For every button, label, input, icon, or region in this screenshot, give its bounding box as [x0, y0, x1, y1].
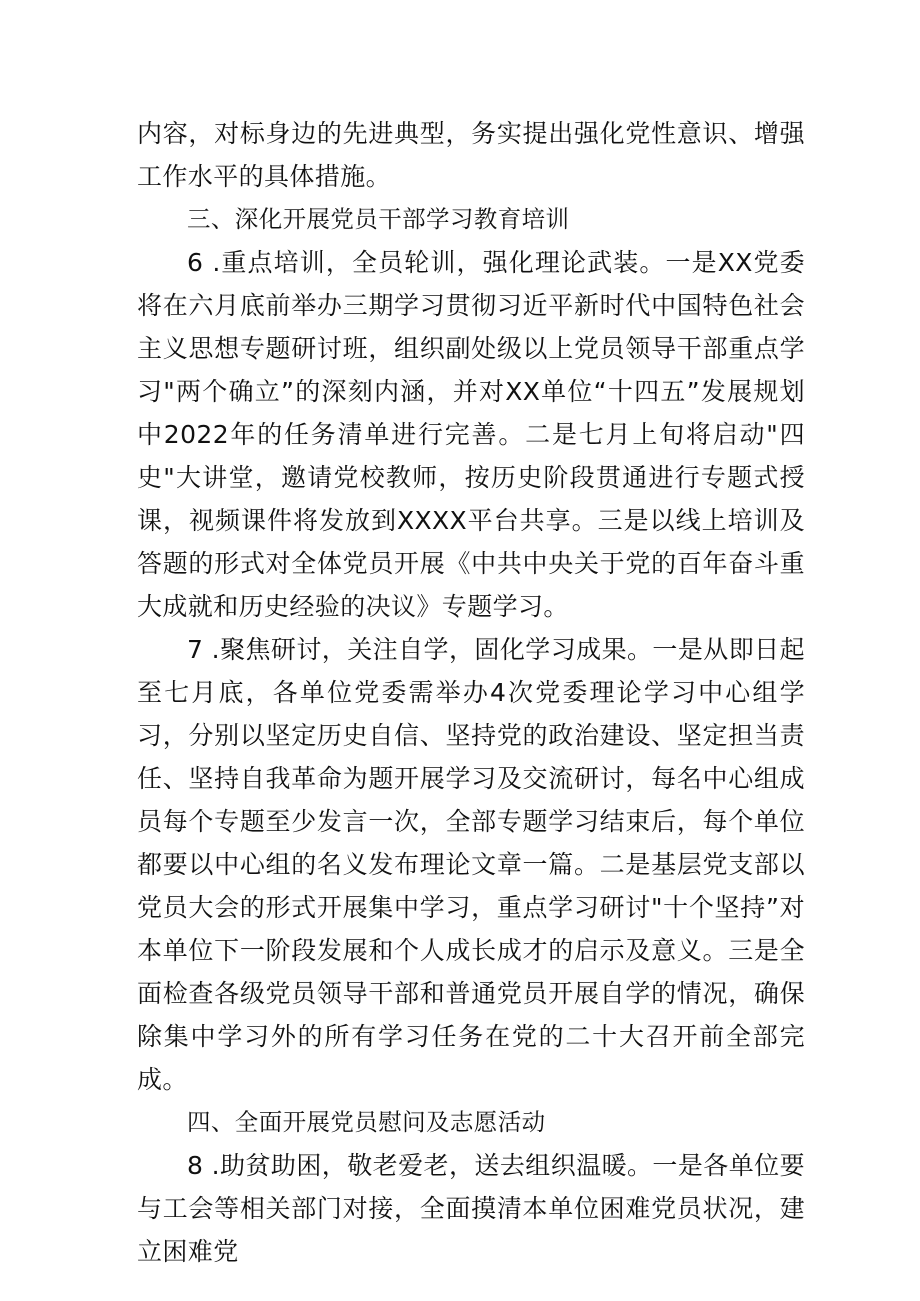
- paragraph-item-6: 6 .重点培训，全员轮训，强化理论武装。一是XX党委将在六月底前举办三期学习贯彻习近平新时代中国特色社会主义思想专题研讨班，组织副处级以上党员领导干部重点学习"两个确立”的深刻内涵，并对XX单位“十四五”发展规划中2022年的任务清单进行完善。二是七月上旬将启动"四史"大讲堂，邀请党校教师，按历史阶段贯通进行专题式授课，视频课件将发放到XXXX平台共享。三是以线上培训及答题的形式对全体党员开展《中共中央关于党的百年奋斗重大成就和历史经验的决议》专题学习。: [137, 248, 805, 621]
- paragraph-item-7: 7 .聚焦研讨，关注自学，固化学习成果。一是从即日起至七月底，各单位党委需举办4次党委理论学习中心组学习，分别以坚定历史自信、坚持党的政治建设、坚定担当责任、坚持自我革命为题开展学习及交流研讨，每名中心组成员每个专题至少发言一次，全部专题学习结束后，每个单位都要以中心组的名义发布理论文章一篇。二是基层党支部以党员大会的形式开展集中学习，重点学习研讨"十个坚持”对本单位下一阶段发展和个人成长成才的启示及意义。三是全面检查各级党员领导干部和普通党员开展自学的情况，确保除集中学习外的所有学习任务在党的二十大召开前全部完成。: [137, 635, 805, 1094]
- paragraph-item-8: 8 .助贫助困，敬老爱老，送去组织温暖。一是各单位要与工会等相关部门对接，全面摸清本单位困难党员状况，建立困难党: [137, 1151, 805, 1266]
- document-body: [137, 112, 805, 1273]
- section-heading-3: 三、深化开展党员干部学习教育培训: [187, 205, 570, 233]
- section-heading-4: 四、全面开展党员慰问及志愿活动: [187, 1108, 546, 1136]
- paragraph-continuation: 内容，对标身边的先进典型，务实提出强化党性意识、增强工作水平的具体措施。: [137, 119, 805, 191]
